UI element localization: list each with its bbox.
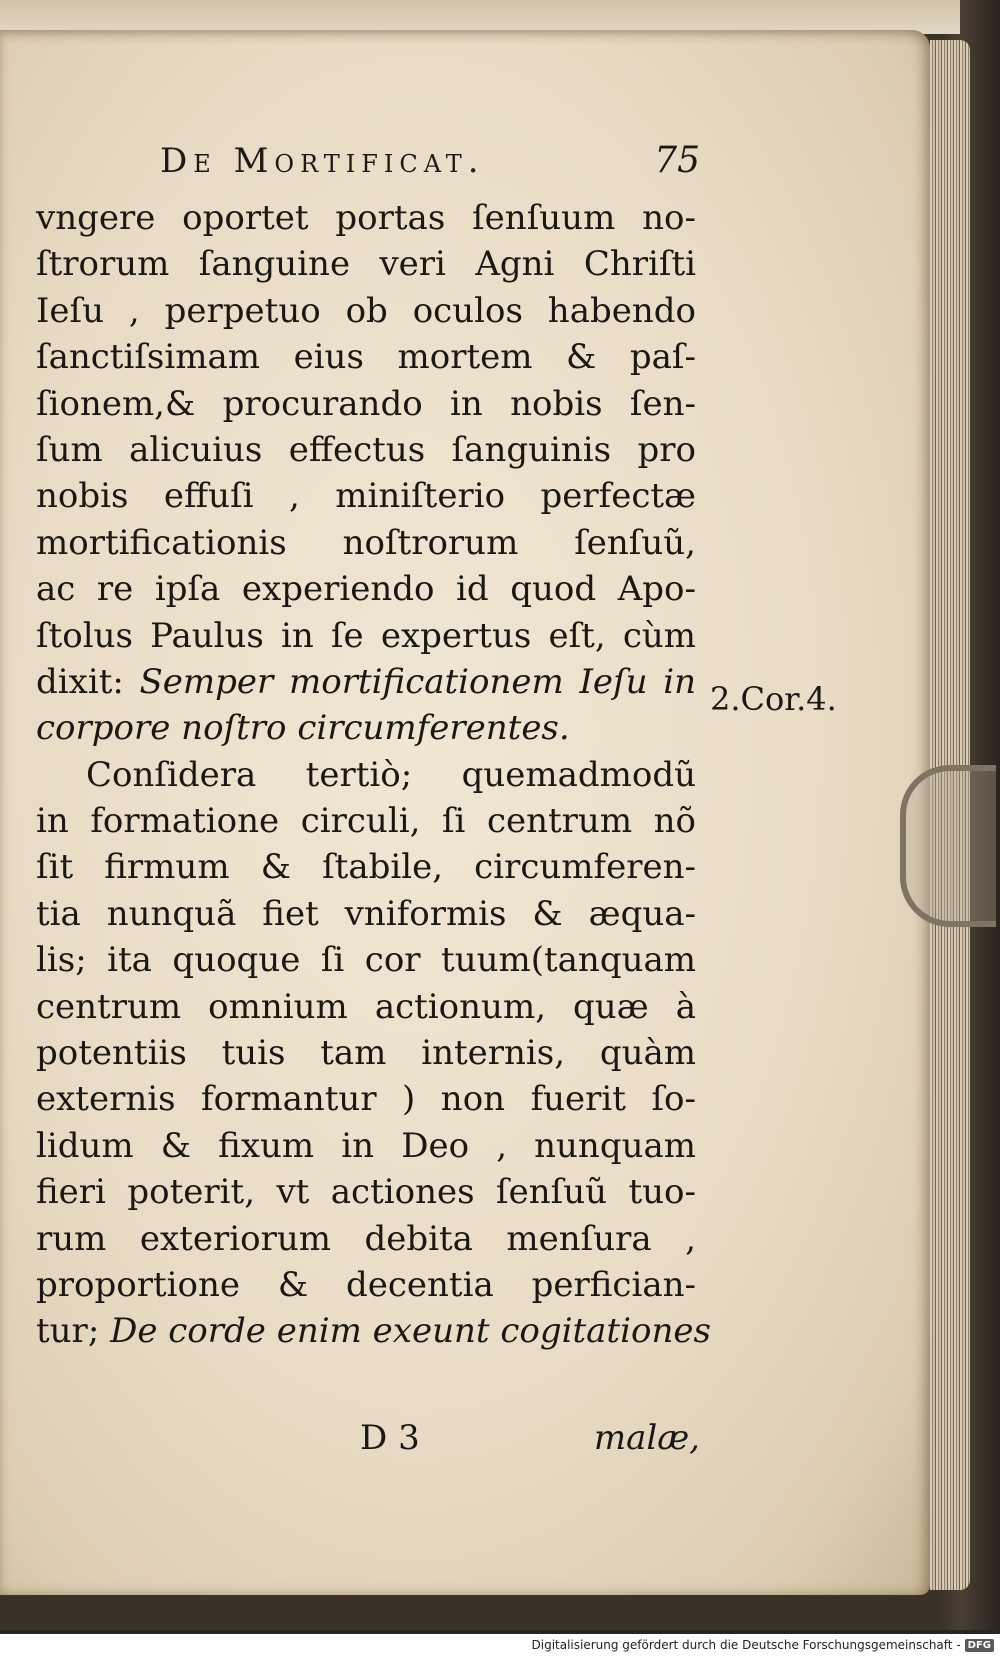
text-line: ſit firmum & ſtabile, circumferen- — [36, 847, 696, 888]
text-line: potentiis tuis tam internis, quàm — [36, 1033, 696, 1074]
digitization-credit — [532, 1638, 995, 1652]
scripture-quote: Semper mortificationem Ieſu in — [139, 661, 696, 702]
text-line: vngere oportet portas ſenſuum no- — [36, 198, 696, 238]
text-line: ſionem,& procurando in nobis ſen- — [36, 383, 696, 424]
quote-line — [36, 1308, 711, 1354]
text-line: fieri poterit, vt actiones ſenſuũ tuo- — [36, 1172, 696, 1213]
signature-mark: D 3 — [360, 1418, 420, 1458]
credit-text: Digitalisierung gefördert durch die Deutsche Forschungsgemeinschaft - — [531, 1638, 961, 1652]
scripture-quote: De corde enim exeunt cogitationes — [110, 1311, 711, 1352]
quote-line — [36, 659, 696, 705]
text-line: ac re ipſa experiendo id quod Apo- — [36, 569, 696, 610]
page-header — [160, 140, 700, 190]
catchword: malæ, — [593, 1418, 700, 1458]
dfg-logo-icon: DFG — [965, 1639, 994, 1652]
text-line: Ieſu , perpetuo ob oculos habendo — [36, 290, 696, 331]
text-line: ſtrorum ſanguine veri Agni Chriſti — [36, 244, 696, 285]
body-text — [36, 195, 711, 1355]
text-line: mortificationis noſtrorum ſenſuũ, — [36, 522, 696, 563]
book-clasp — [900, 765, 996, 927]
page-footer — [360, 1418, 700, 1468]
text-line: ſanctiſsimam eius mortem & paſ- — [36, 337, 696, 378]
text-line: nobis effuſi , miniſterio perfectæ — [36, 476, 696, 517]
previous-page-strip — [0, 0, 960, 34]
text-line: ſtolus Paulus in ſe expertus eſt, cùm — [36, 615, 696, 656]
text-line: lidum & fixum in Deo , nunquam — [36, 1125, 696, 1166]
text-line: rum exteriorum debita menſura , — [36, 1218, 696, 1259]
text-line: lis; ita quoque ſi cor tuum(tanquam — [36, 940, 696, 981]
text-line: proportione & decentia perfician- — [36, 1264, 696, 1305]
text-line: externis formantur ) non fuerit ſo- — [36, 1079, 696, 1120]
quote-prefix: dixit: — [36, 661, 140, 702]
page-number: 75 — [654, 140, 700, 181]
running-head: De Mortificat. — [160, 141, 485, 181]
text-line: centrum omnium actionum, quæ à — [36, 986, 696, 1027]
credit-bar — [0, 1634, 1000, 1662]
text-line: in formatione circuli, ſi centrum nõ — [36, 801, 696, 842]
quote-prefix: tur; — [36, 1311, 111, 1352]
paragraph-start: Conſidera tertiò; quemadmodũ — [86, 754, 696, 795]
text-line: tia nunquã fiet vniformis & æqua- — [36, 893, 696, 934]
margin-reference: 2.Cor.4. — [710, 680, 837, 718]
scripture-quote-continued: corpore noſtro circumferentes. — [36, 708, 570, 749]
text-line: ſum alicuius effectus ſanguinis pro — [36, 429, 696, 470]
